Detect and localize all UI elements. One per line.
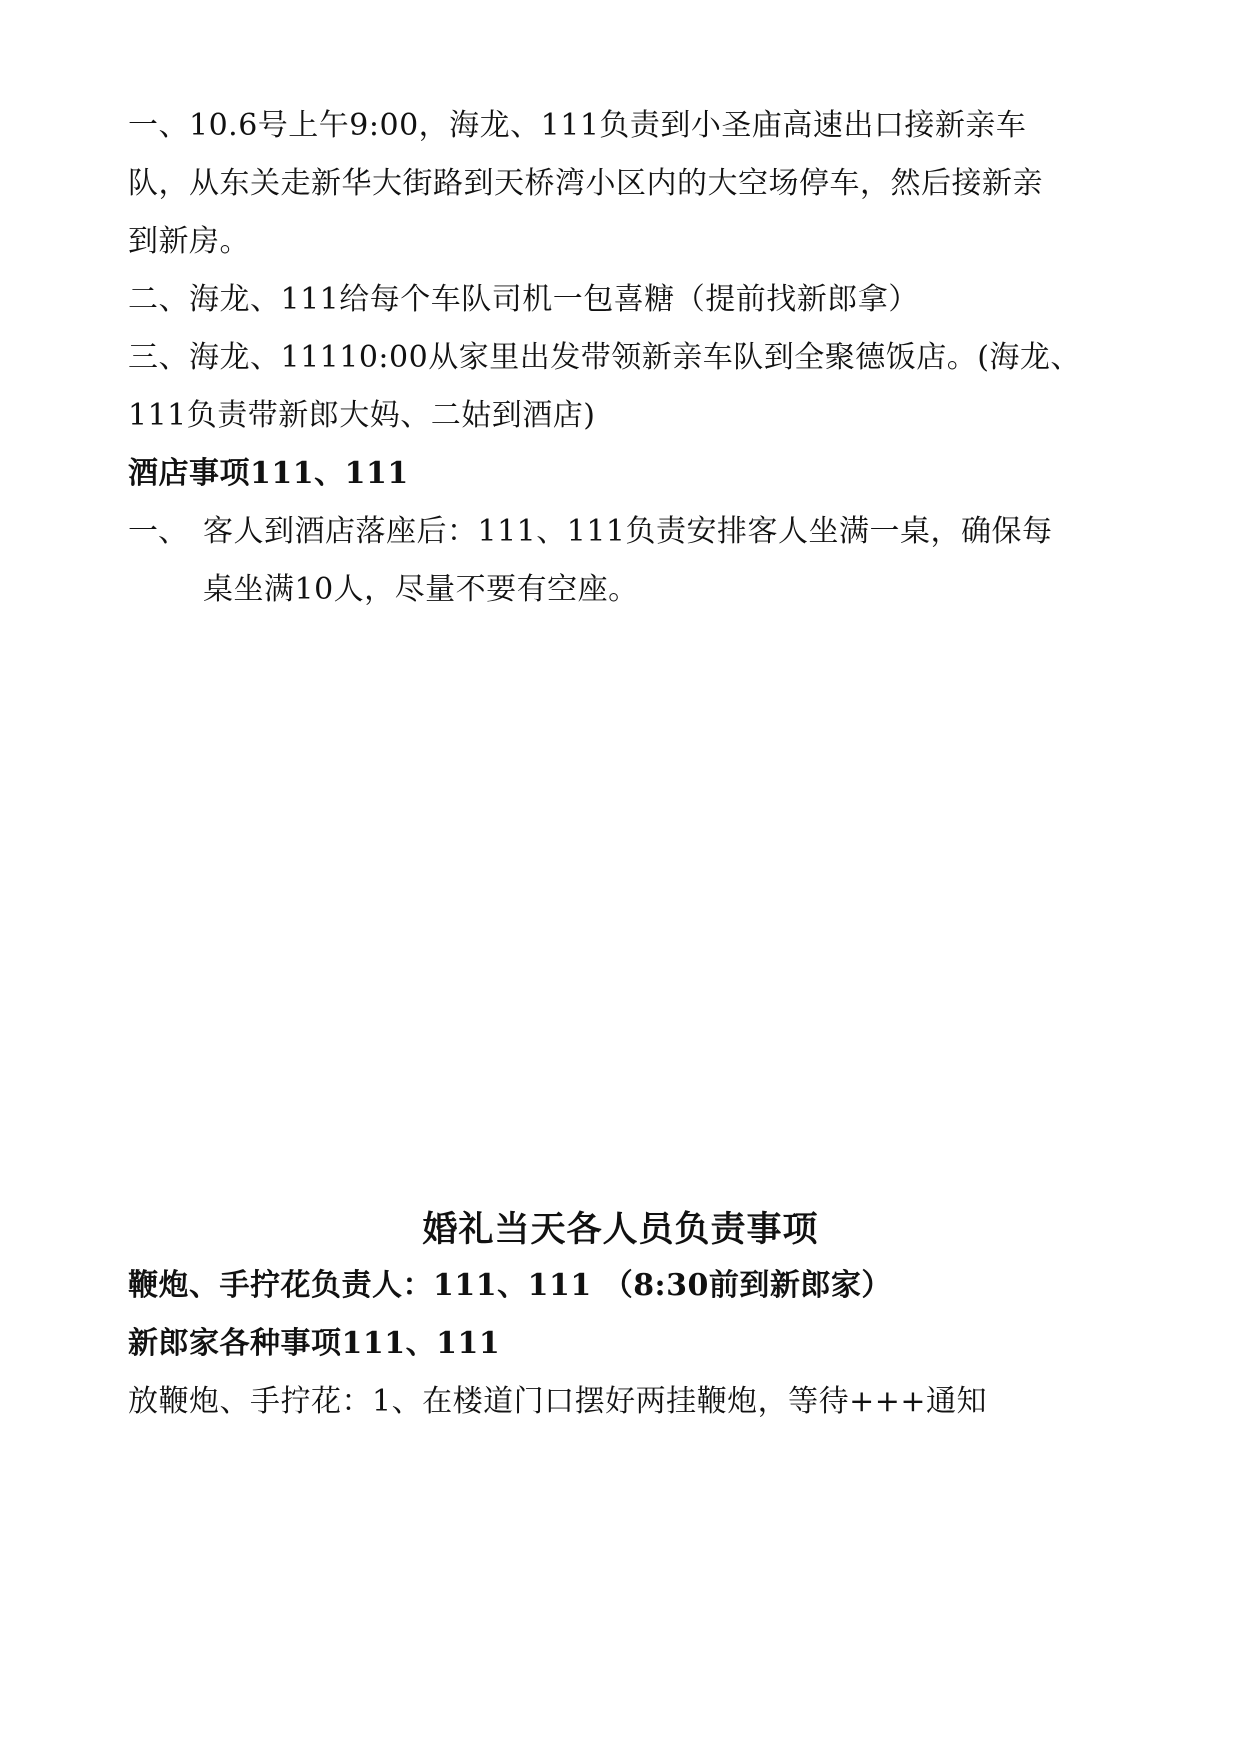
hotel-item1-line1: 客人到酒店落座后：111、111负责安排客人坐满一桌，确保每 [203, 514, 1053, 549]
item1-line1: 一、10.6号上午9:00，海龙、111负责到小圣庙高速出口接新亲车 [128, 108, 1027, 143]
hotel-item1-line2: 桌坐满10人，尽量不要有空座。 [203, 572, 639, 607]
groom-home-heading: 新郎家各种事项111、111 [128, 1326, 501, 1361]
firecracker-heading: 鞭炮、手拧花负责人：111、111 （8:30前到新郎家） [128, 1268, 892, 1303]
wedding-title: 婚礼当天各人员负责事项 [422, 1209, 819, 1250]
item1-line3: 到新房。 [128, 224, 250, 259]
item3-line1: 三、海龙、11110:00从家里出发带领新亲车队到全聚德饭店。(海龙、 [128, 340, 1081, 375]
item1-line2: 队，从东关走新华大街路到天桥湾小区内的大空场停车，然后接新亲 [128, 166, 1043, 201]
hotel-heading: 酒店事项111、111 [128, 456, 409, 491]
item2-line: 二、海龙、111给每个车队司机一包喜糖（提前找新郎拿） [128, 282, 919, 317]
firecracker-item: 放鞭炮、手拧花：1、在楼道门口摆好两挂鞭炮，等待+++通知 [128, 1384, 987, 1419]
hotel-item1-marker: 一、 [128, 514, 188, 549]
item3-line2: 111负责带新郎大妈、二姑到酒店) [128, 398, 596, 433]
